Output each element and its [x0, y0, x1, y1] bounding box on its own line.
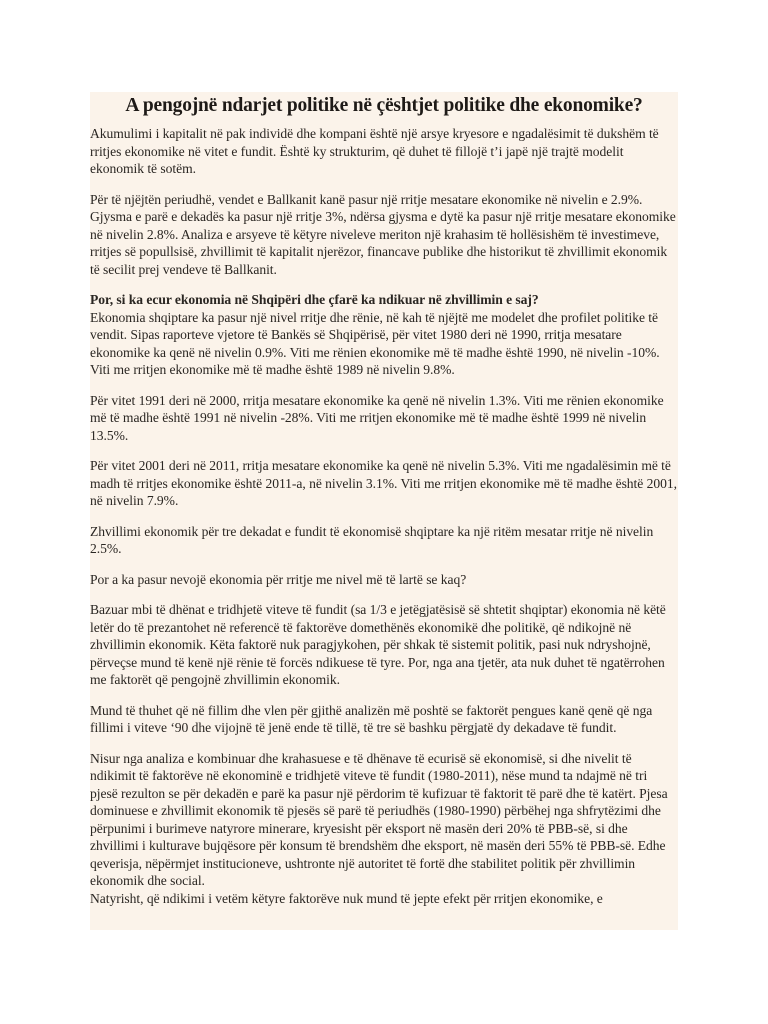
paragraph-7: Por a ka pasur nevojë ekonomia për rritje me nivel më të lartë se kaq?: [90, 571, 467, 587]
document-page: [90, 92, 678, 930]
paragraph-10: Nisur nga analiza e kombinuar dhe krahasuese e të dhënave të ecurisë së ekonomisë, si dhe nivelit të ndikimit të faktorëve në ekonominë e tridhjetë viteve të fundit (1980-2011), nëse mund ta ndajmë në tri pjesë rezulton se për dekadën e parë ka pasur një përdorim të kufizuar të faktorit të parë dhe të katërt. Pjesa dominuese e zhvillimit ekonomik të pjesës së parë të periudhës (1980-1990) përbëhej nga shfrytëzimi dhe përpunimi i burimeve natyrore minerare, kryesisht për eksport në masën deri 20% të PBB-së, si dhe zhvillimi i kulturave bujqësore për konsum të brendshëm dhe eksport, në masën deri 55% të PBB-së. Edhe qeverisja, nëpërmjet institucioneve, ushtronte një autoritet të fortë dhe stabilitet politik për zhvillimin ekonomik dhe social.: [90, 750, 668, 888]
paragraph-5: Për vitet 2001 deri në 2011, rritja mesatare ekonomike ka qenë në nivelin 5.3%. Viti me ngadalësimin më të madh të rritjes ekonomike është 2011-a, në nivelin 3.1%. Viti me rritjen ekonomike më të madhe është 2001, në nivelin 7.9%.: [90, 458, 677, 508]
paragraph-3: Ekonomia shqiptare ka pasur një nivel rritje dhe rënie, në kah të njëjtë me modelet dhe profilet politike të vendit. Sipas raporteve vjetore të Bankës së Shqipërisë, për vitet 1980 deri në 1990, rritja mesatare ekonomike ka qenë në nivelin 0.9%. Viti me rënien ekonomike më të madhe është 1990, në nivelin -10%. Viti me rritjen ekonomike më të madhe është 1989 në nivelin 9.8%.: [90, 309, 660, 377]
paragraph-2: Për të njëjtën periudhë, vendet e Ballkanit kanë pasur një rritje mesatare ekonomike në nivelin e 2.9%. Gjysma e parë e dekadës ka pasur një rritje 3%, ndërsa gjysma e dytë ka pasur një rritje mesatare ekonomike në nivelin 2.8%. Analiza e arsyeve të këtyre niveleve meriton një krahasim të hollësishëm të investimeve, rritjes së popullsisë, zhvillimit të kapitalit njerëzor, financave publike dhe historikut të zhvillimit ekonomik të secilit prej vendeve të Ballkanit.: [90, 191, 676, 277]
paragraph-9: Mund të thuhet që në fillim dhe vlen për gjithë analizën më poshtë se faktorët pengues kanë qenë që nga fillimi i viteve ‘90 dhe vijojnë të jenë ende të tillë, të tre së bashku përgjatë dy dekadave të fundit.: [90, 702, 653, 735]
paragraph-11: Natyrisht, që ndikimi i vetëm këtyre faktorëve nuk mund të jepte efekt për rritjen ekonomike, e: [90, 890, 603, 906]
section-question-heading: Por, si ka ecur ekonomia në Shqipëri dhe çfarë ka ndikuar në zhvillimin e saj?: [90, 292, 539, 307]
paragraph-8: Bazuar mbi të dhënat e tridhjetë viteve të fundit (sa 1/3 e jetëgjatësisë së shtetit shqiptar) ekonomia në këtë letër do të prezantohet në referencë të faktorëve domethënës ekonomikë dhe politikë, që ndikojnë në zhvillimin ekonomik. Këta faktorë nuk paragjykohen, për shkak të sistemit politik, pasi nuk ndryshojnë, përveçse mund të kenë një rënie të forcës ndikuese të tyre. Por, nga ana tjetër, ata nuk duhet të ngatërrohen me faktorët që pengojnë zhvillimin ekonomik.: [90, 602, 666, 687]
paragraph-6: Zhvillimi ekonomik për tre dekadat e fundit të ekonomisë shqiptare ka një ritëm mesatar rritje në nivelin 2.5%.: [90, 523, 654, 556]
page-title: A pengojnë ndarjet politike në çështjet politike dhe ekonomike?: [125, 95, 643, 116]
paragraph-4: Për vitet 1991 deri në 2000, rritja mesatare ekonomike ka qenë në nivelin 1.3%. Viti me rënien ekonomike më të madhe është 1991 në nivelin -28%. Viti me rritjen ekonomike më të madhe është 1999 në nivelin 13.5%.: [90, 392, 664, 443]
paragraph-1: Akumulimi i kapitalit në pak individë dhe kompani është një arsye kryesore e ngadalësimit të dukshëm të rritjes ekonomike në vitet e fundit. Është ky strukturim, që duhet të fillojë t’i japë një trajtë modelit ekonomik të sotëm.: [90, 126, 659, 176]
